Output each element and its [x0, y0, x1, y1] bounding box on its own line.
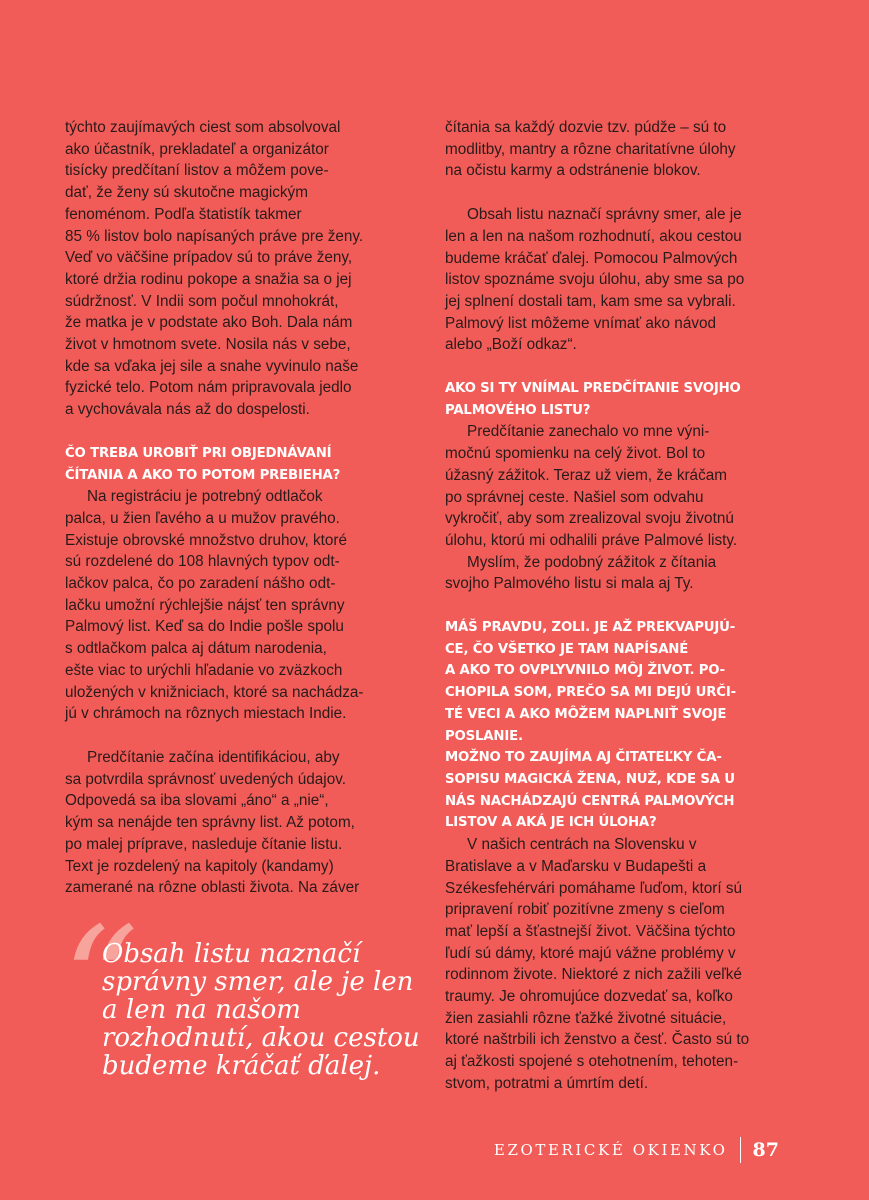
text-line: Palmový list môžeme vnímať ako návod [445, 314, 716, 332]
text-line: vykročiť, aby som zrealizoval svoju životnú [445, 510, 734, 528]
text-line: a len na našom [102, 995, 301, 1025]
text-line: Na registráciu je potrebný odtlačok [87, 488, 323, 506]
text-line: uložených v knižniciach, ktoré sa nachádza- [65, 683, 364, 701]
paragraph [445, 834, 790, 1094]
heading-line: POSLANIE. [445, 728, 523, 744]
text-line: alebo „Boží odkaz“. [445, 336, 577, 354]
text-line: stvom, potratmi a úmrtím detí. [445, 1074, 649, 1092]
text-line: úžasný zážitok. Teraz už viem, že kráčam [445, 466, 727, 484]
text-line: Obsah listu naznačí [102, 939, 361, 969]
heading-line: CHOPILA SOM, PREČO SA MI DEJÚ URČI- [445, 685, 736, 701]
heading-line: NÁS NACHÁDZAJÚ CENTRÁ PALMOVÝCH [445, 793, 735, 809]
paragraph [65, 117, 405, 421]
text-line: tisícky predčítaní listov a môžem pove- [65, 162, 329, 180]
heading-line: LISTOV A AKÁ JE ICH ÚLOHA? [445, 815, 657, 831]
text-line: kde sa vďaka jej sile a snahe vyvinulo naše [65, 357, 359, 375]
paragraph [445, 117, 790, 182]
heading-line: AKO SI TY VNÍMAL PREDČÍTANIE SVOJHO [445, 381, 741, 397]
text-line: pripravení robiť pozitívne zmeny s cieľom [445, 901, 725, 919]
paragraph [445, 552, 790, 595]
text-line: traumy. Je ohromujúce dozvedať sa, koľko [445, 988, 733, 1006]
text-line: žien zasiahli rôzne ťažké životné situácie, [445, 1009, 727, 1027]
paragraph [445, 204, 790, 356]
heading-line: MÁŠ PRAVDU, ZOLI. JE AŽ PREKVAPUJÚ- [445, 620, 736, 636]
text-line: palca, u žien ľavého a u mužov pravého. [65, 509, 340, 527]
heading-line: ČO TREBA UROBIŤ PRI OBJEDNÁVANÍ [65, 445, 332, 461]
text-line: sa potvrdila správnosť uvedených údajov. [65, 770, 346, 788]
text-line: lačkov palca, čo po zaradení nášho odt- [65, 575, 336, 593]
text-line: budeme kráčať ďalej. [102, 1051, 381, 1081]
text-line: ešte viac to urýchli hľadanie vo zväzkoch [65, 661, 343, 679]
text-line: správny smer, ale je len [102, 967, 414, 997]
heading-line: CE, ČO VŠETKO JE TAM NAPÍSANÉ [445, 641, 689, 657]
text-line: Obsah listu naznačí správny smer, ale je [467, 206, 742, 224]
heading-line: SOPISU MAGICKÁ ŽENA, NUŽ, KDE SA U [445, 771, 735, 787]
text-line: dať, že ženy sú skutočne magickým [65, 184, 308, 202]
text-line: Predčítanie zanechalo vo mne výni- [467, 423, 710, 441]
text-line: listov spoznáme svoju úlohu, aby sme sa po [445, 271, 745, 289]
text-line: čítania sa každý dozvie tzv. púdže – sú to [445, 119, 727, 136]
text-line: fyzické telo. Potom nám pripravovala jedlo [65, 379, 352, 397]
heading-line: PALMOVÉHO LISTU? [445, 402, 591, 418]
text-line: Veď vo väčšine prípadov sú to práve ženy, [65, 249, 353, 267]
text-line: svojho Palmového listu si mala aj Ty. [445, 575, 694, 593]
text-line: lačku umožní rýchlejšie nájsť ten správny [65, 596, 345, 614]
text-line: súdržnosť. V Indii som počul mnohokrát, [65, 292, 339, 310]
text-line: rodinnom živote. Niektoré z nich zažili veľké [445, 966, 742, 984]
text-line: fenoménom. Podľa štatistík takmer [65, 205, 302, 223]
pull-quote [62, 896, 420, 1081]
footer-divider [740, 1137, 741, 1163]
paragraph [65, 747, 405, 899]
text-line: sú rozdelené do 108 hlavných typov odt- [65, 553, 340, 571]
text-line: modlitby, mantry a rôzne charitatívne úlohy [445, 140, 736, 158]
text-line: jej splnení dostali tam, kam sme sa vybrali. [445, 292, 736, 310]
text-line: ľudí sú dámy, ktoré majú vážne problémy v [445, 944, 736, 962]
text-line: V našich centrách na Slovensku v [467, 836, 697, 854]
left-column [65, 117, 405, 899]
right-column [445, 117, 790, 1095]
paragraph [445, 421, 790, 551]
text-line: úlohu, ktorú mi odhalili práve Palmové listy. [445, 531, 738, 549]
text-line: Palmový list. Keď sa do Indie pošle spolu [65, 618, 344, 636]
text-line: ako účastník, prekladateľ a organizátor [65, 140, 329, 158]
text-line: zamerané na rôzne oblasti života. Na záver [65, 879, 360, 897]
quote-mark-icon: “ [62, 896, 139, 1070]
text-line: budeme kráčať ďalej. Pomocou Palmových [445, 249, 738, 267]
text-line: a vychovávala nás až do dospelosti. [65, 401, 310, 419]
section-heading [445, 617, 790, 834]
text-line: že matka je v podstate ako Boh. Dala nám [65, 314, 353, 332]
text-line: mať lepší a šťastnejší život. Väčšina týchto [445, 922, 736, 940]
text-line: na očistu karmy a odstránenie blokov. [445, 162, 701, 180]
text-line: ktoré držia rodinu pokope a snažia sa o jej [65, 270, 352, 288]
text-line: len a len na našom rozhodnutí, akou cestou [445, 227, 742, 245]
paragraph [65, 486, 405, 725]
text-line: Myslím, že podobný zážitok z čítania [467, 553, 717, 571]
heading-line: A AKO TO OVPLYVNILO MÔJ ŽIVOT. PO- [445, 663, 725, 679]
text-line: kým sa nenájde ten správny list. Až potom, [65, 814, 355, 832]
text-line: týchto zaujímavých ciest som absolvoval [65, 119, 341, 136]
pull-quote-text [102, 940, 442, 1080]
section-heading [445, 378, 790, 421]
text-line: Existuje obrovské množstvo druhov, ktoré [65, 531, 347, 549]
text-line: Odpovedá sa iba slovami „áno“ a „nie“, [65, 792, 329, 810]
text-line: s odtlačkom palca aj dátum narodenia, [65, 640, 327, 658]
heading-line: MOŽNO TO ZAUJÍMA AJ ČITATEĽKY ČA- [445, 750, 722, 766]
section-name: EZOTERICKÉ OKIENKO [493, 1141, 728, 1159]
text-line: Bratislave a v Maďarsku v Budapešti a [445, 857, 707, 875]
heading-line: TÉ VECI A AKO MÔŽEM NAPLNIŤ SVOJE [445, 706, 727, 722]
text-line: aj ťažkosti spojené s otehotnením, tehoten- [445, 1053, 739, 1071]
text-line: rozhodnutí, akou cestou [102, 1023, 420, 1053]
heading-line: ČÍTANIA A AKO TO POTOM PREBIEHA? [65, 467, 341, 483]
text-line: po malej príprave, nasleduje čítanie listu. [65, 835, 343, 853]
text-line: močnú spomienku na celý život. Bol to [445, 445, 706, 463]
text-line: ktoré naštrbili ich ženstvo a česť. Často sú to [445, 1031, 750, 1049]
section-heading [65, 443, 405, 486]
page-footer [494, 1137, 779, 1163]
text-line: Text je rozdelený na kapitoly (kandamy) [65, 857, 334, 875]
text-line: po správnej ceste. Našiel som odvahu [445, 488, 704, 506]
text-line: jú v chrámoch na rôznych miestach Indie. [65, 705, 347, 723]
page-number: 87 [752, 1139, 779, 1161]
text-line: Predčítanie začína identifikáciou, aby [87, 748, 340, 766]
text-line: 85 % listov bolo napísaných práve pre ženy. [65, 227, 364, 245]
text-line: Székesfehérvári pomáhame ľuďom, ktorí sú [445, 879, 742, 897]
text-line: život v hmotnom svete. Nosila nás v sebe, [65, 336, 351, 354]
